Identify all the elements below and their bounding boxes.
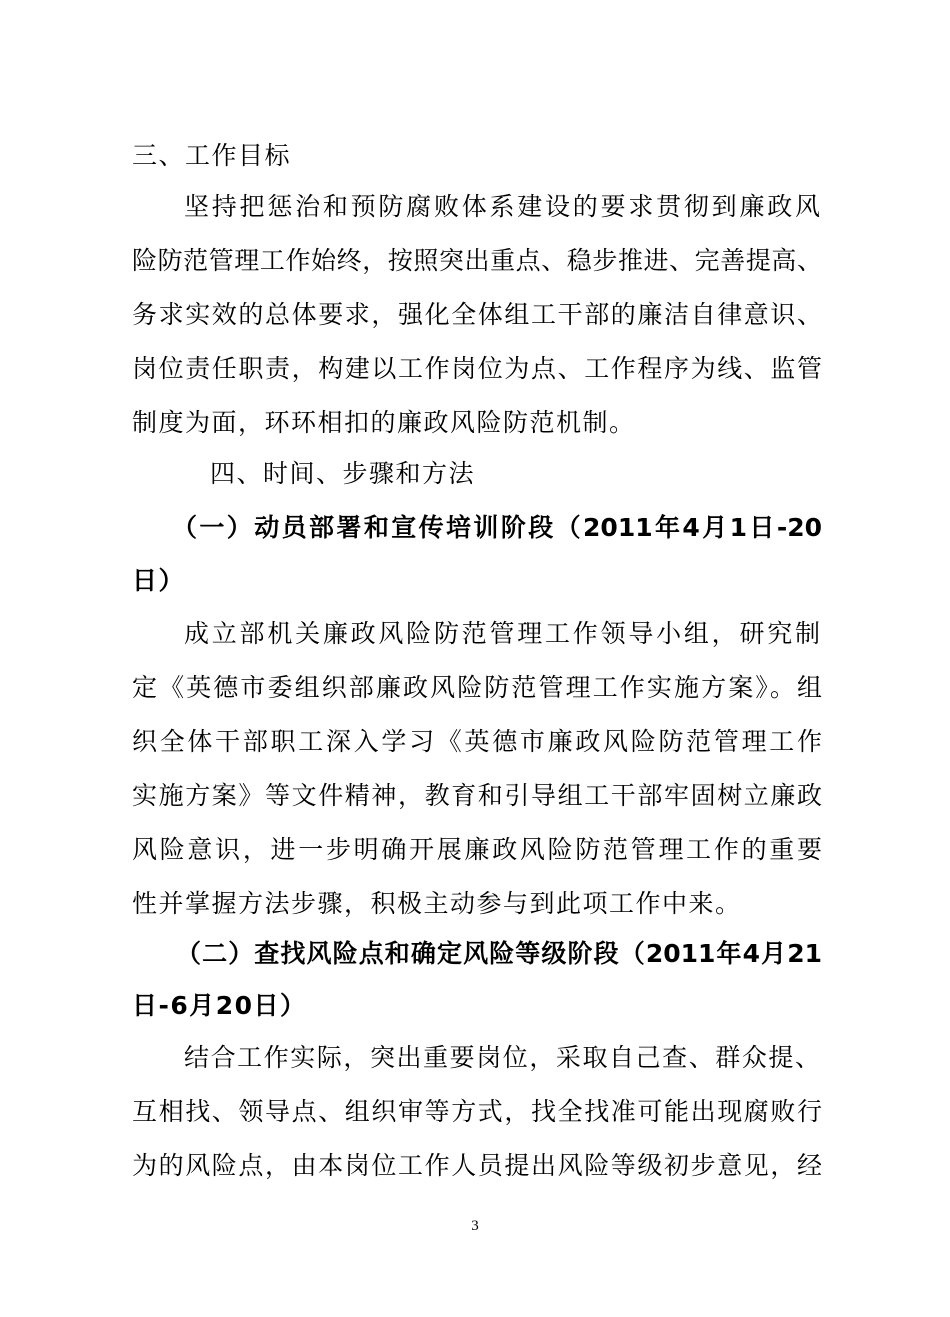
section-heading-3: 三、工作目标 [132, 141, 292, 170]
paragraph-line: 坚持把惩治和预防腐败体系建设的要求贯彻到廉政风 [184, 192, 820, 221]
page-number: 3 [471, 1218, 479, 1234]
paragraph-line: 务求实效的总体要求，强化全体组工干部的廉洁自律意识、 [132, 300, 822, 329]
subheading-2-line: 日-6月20日） [132, 991, 307, 1020]
paragraph-line: 险防范管理工作始终，按照突出重点、稳步推进、完善提高、 [132, 246, 822, 275]
paragraph-line: 风险意识，进一步明确开展廉政风险防范管理工作的重要 [132, 835, 822, 864]
section-heading-4: 四、时间、步骤和方法 [210, 459, 476, 488]
paragraph-line: 实施方案》等文件精神，教育和引导组工干部牢固树立廉政 [132, 781, 822, 810]
paragraph-line: 制度为面，环环相扣的廉政风险防范机制。 [132, 408, 636, 437]
paragraph-line: 岗位责任职责，构建以工作岗位为点、工作程序为线、监管 [132, 354, 822, 383]
subheading-1-line: （一）动员部署和宣传培训阶段（2011年4月1日-20 [172, 513, 822, 542]
subheading-1-line: 日） [132, 566, 186, 595]
subheading-2-line: （二）查找风险点和确定风险等级阶段（2011年4月21 [176, 939, 822, 968]
paragraph-line: 性并掌握方法步骤，积极主动参与到此项工作中来。 [132, 889, 742, 918]
paragraph-line: 为的风险点，由本岗位工作人员提出风险等级初步意见，经 [132, 1151, 822, 1180]
paragraph-line: 互相找、领导点、组织审等方式，找全找准可能出现腐败行 [132, 1097, 822, 1126]
paragraph-line: 定《英德市委组织部廉政风险防范管理工作实施方案》。组 [132, 673, 822, 702]
paragraph-line: 成立部机关廉政风险防范管理工作领导小组，研究制 [184, 619, 820, 648]
paragraph-line: 织全体干部职工深入学习《英德市廉政风险防范管理工作 [132, 727, 822, 756]
paragraph-line: 结合工作实际，突出重要岗位，采取自己查、群众提、 [184, 1043, 820, 1072]
